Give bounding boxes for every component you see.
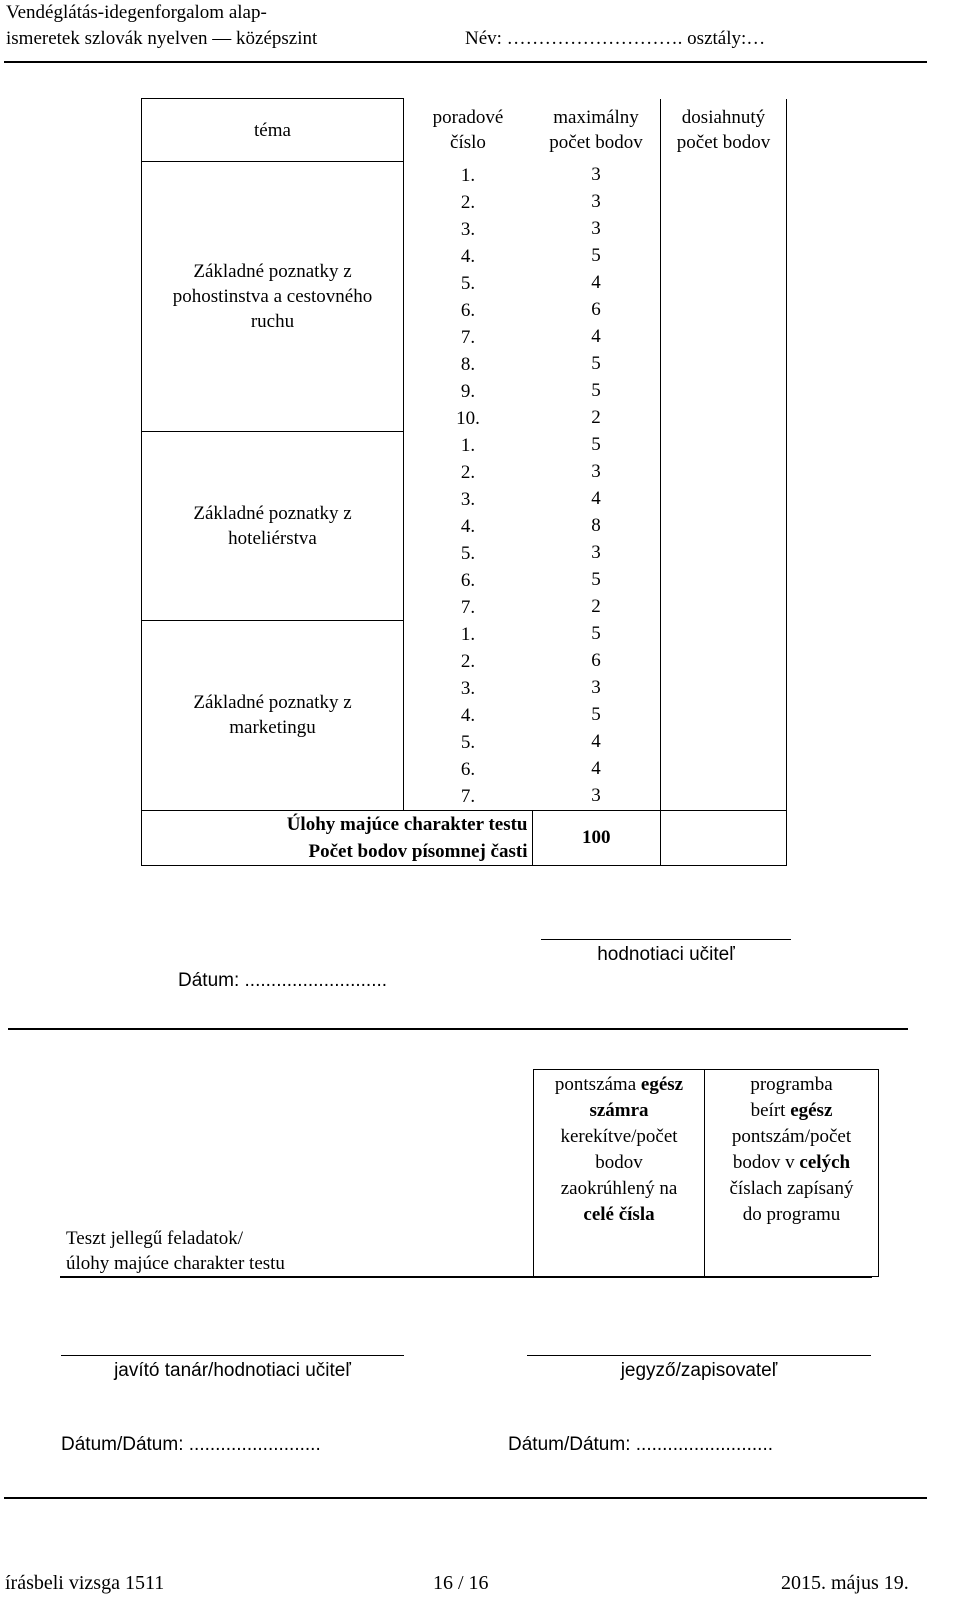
task-number: 2. xyxy=(460,650,476,672)
task-number: 6. xyxy=(460,569,476,591)
task-number: 2. xyxy=(460,461,476,483)
topic-cell: Základné poznatky z pohostinstva a cestovného ruchu xyxy=(142,162,404,432)
corrector-date-field: Dátum/Dátum: ......................... xyxy=(61,1434,321,1455)
test-tasks-label-line1: Teszt jellegű feladatok/ xyxy=(66,1227,243,1249)
max-points: 5 xyxy=(532,351,661,378)
task-number: 4. xyxy=(460,245,476,267)
achieved-points-cell[interactable] xyxy=(661,162,787,811)
total-achieved-cell[interactable] xyxy=(661,810,787,865)
corrector-role-label: javító tanár/hodnotiaci učiteľ xyxy=(114,1360,351,1381)
max-points: 2 xyxy=(532,594,661,621)
header-title-line1: Vendéglátás-idegenforgalom alap- xyxy=(6,2,267,23)
task-number: 7. xyxy=(460,785,476,807)
total-label: Úlohy majúce charakter testu Počet bodov písomnej časti xyxy=(142,810,533,865)
task-number: 8. xyxy=(460,353,476,375)
task-number: 10. xyxy=(456,407,480,429)
program-points-cell[interactable] xyxy=(705,1070,879,1277)
task-number: 1. xyxy=(460,434,476,456)
max-points: 3 xyxy=(532,189,661,216)
eval-header-line: číslach zapísaný xyxy=(729,1178,854,1199)
max-points: 5 xyxy=(532,432,661,459)
footer-rule xyxy=(4,1497,927,1499)
max-points: 3 xyxy=(532,162,661,189)
eval-header-line: bodov xyxy=(595,1152,643,1173)
eval-header-line: beírt egész xyxy=(750,1100,833,1121)
evaluation-table-bottom-rule xyxy=(60,1276,872,1278)
task-number: 5. xyxy=(460,542,476,564)
evaluation-table xyxy=(60,1069,879,1278)
max-points: 3 xyxy=(532,783,661,811)
eval-header-line: zaokrúhlený na xyxy=(560,1178,678,1199)
task-number: 3. xyxy=(460,218,476,240)
max-points: 6 xyxy=(532,297,661,324)
evaluator-role-label: hodnotiaci učiteľ xyxy=(597,944,735,965)
topic-cell: Základné poznatky z hoteliérstva xyxy=(142,432,404,621)
header-title-line2: ismeretek szlovák nyelven — középszint xyxy=(6,28,318,49)
test-tasks-label xyxy=(60,1070,534,1277)
signature-line-left xyxy=(61,1355,404,1356)
task-number: 9. xyxy=(460,380,476,402)
number-column-header: poradové číslo xyxy=(432,107,504,153)
recorder-role-label: jegyző/zapisovateľ xyxy=(620,1360,778,1381)
task-number: 7. xyxy=(460,596,476,618)
task-number: 1. xyxy=(460,164,476,186)
max-points: 5 xyxy=(532,378,661,405)
max-points: 6 xyxy=(532,648,661,675)
topic-column-header: téma xyxy=(142,99,404,162)
eval-header-line: do programu xyxy=(742,1204,841,1225)
max-points: 4 xyxy=(532,486,661,513)
eval-header-line: pontszáma egész xyxy=(554,1074,684,1095)
signature-line xyxy=(541,939,791,940)
max-points: 5 xyxy=(532,702,661,729)
max-points: 8 xyxy=(532,513,661,540)
rounded-points-cell[interactable] xyxy=(534,1070,705,1277)
recorder-date-field: Dátum/Dátum: .......................... xyxy=(508,1434,774,1455)
header-rule xyxy=(4,61,927,63)
task-number: 1. xyxy=(460,623,476,645)
max-points: 2 xyxy=(532,405,661,432)
eval-header-line: celé čísla xyxy=(583,1204,655,1225)
max-points: 4 xyxy=(532,756,661,783)
header-name-class-field: Név: ………………………. osztály:… xyxy=(465,28,766,49)
task-number: 6. xyxy=(460,299,476,321)
task-number: 7. xyxy=(460,326,476,348)
task-number: 4. xyxy=(460,515,476,537)
task-number: 3. xyxy=(460,488,476,510)
footer-page-number: 16 / 16 xyxy=(433,1572,489,1594)
date-field: Dátum: ........................... xyxy=(178,970,388,991)
max-points: 4 xyxy=(532,270,661,297)
max-points-column-header: maximálny počet bodov xyxy=(532,99,661,162)
max-points: 3 xyxy=(532,459,661,486)
eval-header-line: számra xyxy=(589,1100,649,1121)
max-points: 3 xyxy=(532,675,661,702)
test-tasks-label-line2: úlohy majúce charakter testu xyxy=(66,1252,285,1274)
max-points: 5 xyxy=(532,567,661,594)
max-points: 3 xyxy=(532,216,661,243)
task-number: 5. xyxy=(460,731,476,753)
task-number: 4. xyxy=(460,704,476,726)
max-points: 4 xyxy=(532,324,661,351)
eval-header-line: programba xyxy=(750,1074,833,1095)
task-number: 2. xyxy=(460,191,476,213)
max-points: 5 xyxy=(532,243,661,270)
task-number: 6. xyxy=(460,758,476,780)
task-number: 5. xyxy=(460,272,476,294)
eval-header-line: kerekítve/počet xyxy=(560,1126,678,1147)
table-row xyxy=(142,162,787,189)
max-points: 4 xyxy=(532,729,661,756)
footer-exam-code: írásbeli vizsga 1511 xyxy=(5,1572,165,1594)
max-points: 3 xyxy=(532,540,661,567)
score-table xyxy=(141,98,787,866)
footer-date: 2015. május 19. xyxy=(781,1572,909,1594)
max-points: 5 xyxy=(532,621,661,648)
total-max-points: 100 xyxy=(532,810,661,865)
topic-cell: Základné poznatky z marketingu xyxy=(142,621,404,811)
task-number: 3. xyxy=(460,677,476,699)
section-divider xyxy=(8,1028,908,1030)
eval-header-line: bodov v celých xyxy=(732,1152,851,1173)
signature-line-right xyxy=(527,1355,871,1356)
achieved-points-column-header: dosiahnutý počet bodov xyxy=(661,99,787,162)
eval-header-line: pontszám/počet xyxy=(731,1126,852,1147)
